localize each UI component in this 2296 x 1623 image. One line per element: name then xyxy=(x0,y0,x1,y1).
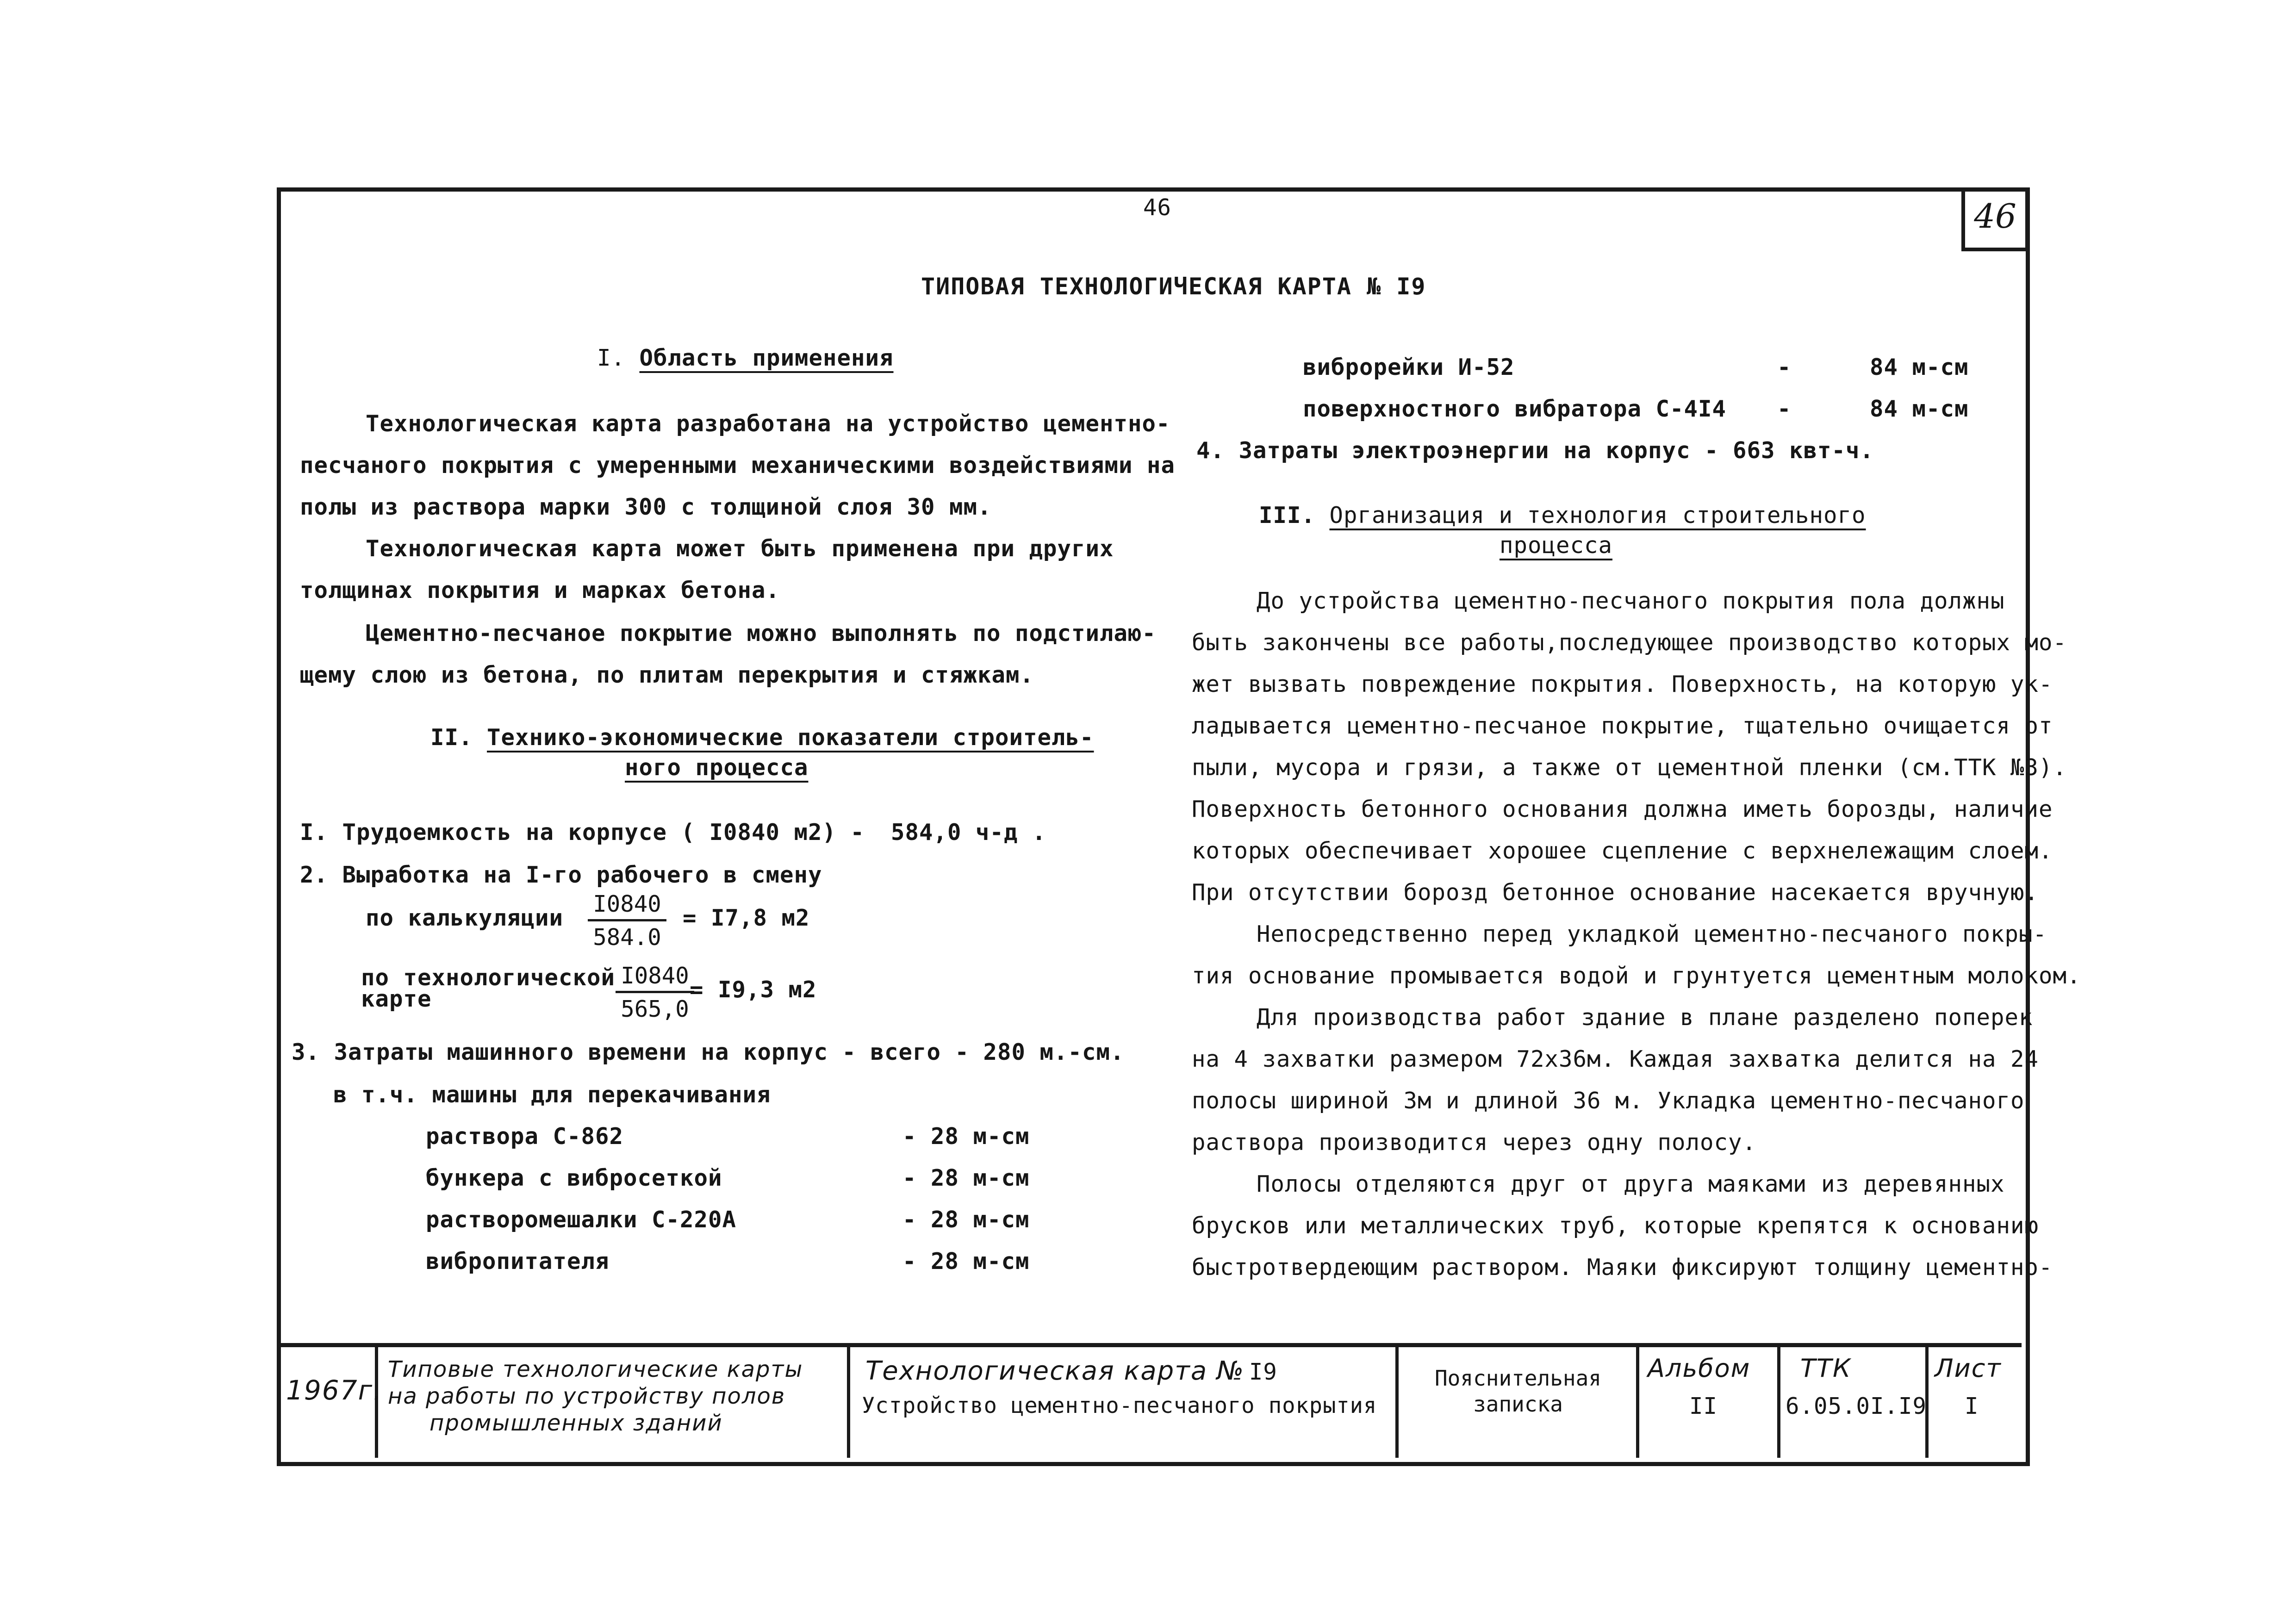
title-block-divider xyxy=(1395,1343,1399,1458)
p3-line1: Цементно-песчаное покрытие можно выполнять по подстилаю- xyxy=(366,620,1157,647)
item1-label: I. Трудоемкость на корпусе ( I0840 м2) - xyxy=(300,819,865,846)
text-line: на 4 захватки размером 72х36м. Каждая захватка делится на 24 xyxy=(1192,1046,2039,1072)
section2-number: II. xyxy=(430,724,473,751)
section2-heading xyxy=(430,724,1094,751)
calc-label: по калькуляции xyxy=(366,905,564,931)
text-line: Поверхность бетонного основания должна иметь борозды, наличие xyxy=(1192,796,2053,822)
tech-label-line2: карте xyxy=(361,986,432,1012)
item3-sub: в т.ч. машины для перекачивания xyxy=(333,1082,771,1108)
p1-line3: полы из раствора марки 300 с толщиной слоя 30 мм. xyxy=(300,494,992,520)
machine-name: вибропитателя xyxy=(426,1248,610,1275)
calc-fraction xyxy=(588,891,666,951)
section3-heading xyxy=(1259,502,1866,529)
p2-line1: Технологическая карта может быть применена при других xyxy=(366,535,1114,562)
title-block-divider xyxy=(1777,1343,1780,1458)
text-line: До устройства цементно-песчаного покрытия пола должны xyxy=(1257,588,2005,614)
text-line: ладывается цементно-песчаное покрытие, тщательно очищается от xyxy=(1192,713,2053,739)
card-subtitle: Устройство цементно-песчаного покрытия xyxy=(862,1393,1377,1418)
card-title xyxy=(865,1356,1277,1386)
machine-dash: - xyxy=(1777,396,1792,422)
tech-denominator: 565,0 xyxy=(621,996,689,1022)
document-title: ТИПОВАЯ ТЕХНОЛОГИЧЕСКАЯ КАРТА № I9 xyxy=(921,273,1426,300)
item2-label: 2. Выработка на I-го рабочего в смену xyxy=(300,862,822,888)
machine-name: поверхностного вибратора С-4I4 xyxy=(1303,396,1727,422)
machine-value: - 28 м-см xyxy=(902,1165,1030,1191)
text-line: Для производства работ здание в плане разделено поперек xyxy=(1257,1004,2033,1031)
section3-title-line1: Организация и технология строительного xyxy=(1329,502,1866,529)
page-number-box: 46 xyxy=(1961,187,2029,251)
machine-value: - 28 м-см xyxy=(902,1206,1030,1233)
p3-line2: щему слою из бетона, по плитам перекрытия и стяжкам. xyxy=(300,662,1034,688)
machine-value: 84 м-см xyxy=(1870,354,1969,380)
card-title-handwritten: Технологическая карта № xyxy=(865,1356,1245,1386)
item1-value: 584,0 ч-д . xyxy=(891,819,1046,846)
tech-label xyxy=(361,964,616,1012)
machine-name: бункера с вибросеткой xyxy=(426,1165,722,1191)
calc-denominator: 584.0 xyxy=(593,924,661,951)
text-line: Полосы отделяются друг от друга маяками из деревянных xyxy=(1257,1171,2005,1197)
machine-name: виброрейки И-52 xyxy=(1303,354,1515,380)
tech-fraction xyxy=(616,963,694,1022)
text-line: пыли, мусора и грязи, а также от цементной пленки (см.ТТК №3). xyxy=(1192,754,2067,781)
ttk-value: 6.05.0I.I9 xyxy=(1786,1393,1927,1419)
p2-line2: толщинах покрытия и марках бетона. xyxy=(300,577,780,603)
text-line: брусков или металлических труб, которые крепятся к основанию xyxy=(1192,1213,2039,1239)
text-line: При отсутствии борозд бетонное основание насекается вручную. xyxy=(1192,879,2039,906)
text-line: раствора производится через одну полосу. xyxy=(1192,1129,1757,1156)
year: 1967г. xyxy=(286,1374,383,1406)
title-block-divider xyxy=(847,1343,850,1458)
machine-name: растворомешалки С-220А xyxy=(426,1206,737,1233)
text-line: быстротвердеющим раствором. Маяки фиксируют толщину цементно- xyxy=(1192,1254,2053,1281)
page-number: 46 xyxy=(1143,194,1172,221)
section3-title-line2: процесса xyxy=(1500,532,1613,559)
section2-title-line2: ного процесса xyxy=(625,754,809,781)
calc-result: = I7,8 м2 xyxy=(683,905,810,931)
section1-number: I. xyxy=(597,345,626,371)
album-label: Альбом xyxy=(1648,1354,1751,1383)
series-line3: промышленных зданий xyxy=(429,1410,723,1436)
text-line: которых обеспечивает хорошее сцепление с верхнележащим слоем. xyxy=(1192,838,2053,864)
section2-title-line1: Технико-экономические показатели строитель- xyxy=(487,724,1094,751)
card-number: I9 xyxy=(1249,1359,1277,1385)
text-line: Непосредственно перед укладкой цементно-песчаного покры- xyxy=(1257,921,2047,947)
sheet-value: I xyxy=(1965,1393,1979,1419)
sheet-label: Лист xyxy=(1935,1354,2002,1383)
document-type-line2: записка xyxy=(1473,1392,1563,1417)
text-line: быть закончены все работы,последующее производство которых мо- xyxy=(1192,629,2067,656)
machine-name: раствора С-862 xyxy=(426,1123,624,1150)
tech-label-line1: по технологической xyxy=(361,964,616,991)
ttk-label: ТТК xyxy=(1800,1354,1852,1383)
p1-line2: песчаного покрытия с умеренными механическими воздействиями на xyxy=(300,452,1176,479)
series-line2: на работы по устройству полов xyxy=(388,1383,786,1409)
calc-numerator: I0840 xyxy=(588,891,666,921)
machine-value: 84 м-см xyxy=(1870,396,1969,422)
section1-heading xyxy=(597,345,894,371)
text-line: полосы шириной 3м и длиной 36 м. Укладка цементно-песчаного xyxy=(1192,1088,2025,1114)
section3-number: III. xyxy=(1259,502,1316,529)
section1-title: Область применения xyxy=(639,345,894,371)
machine-value: - 28 м-см xyxy=(902,1248,1030,1275)
series-line1: Типовые технологические карты xyxy=(388,1356,803,1382)
machine-dash: - xyxy=(1777,354,1792,380)
album-series-title xyxy=(388,1356,803,1436)
document-type xyxy=(1402,1365,1634,1417)
item3-label: 3. Затраты машинного времени на корпус - всего - 280 м.-см. xyxy=(292,1039,1125,1065)
machine-value: - 28 м-см xyxy=(902,1123,1030,1150)
p1-line1: Технологическая карта разработана на устройство цементно- xyxy=(366,410,1170,437)
tech-result: = I9,3 м2 xyxy=(690,976,817,1003)
album-value: II xyxy=(1689,1393,1718,1419)
text-line: тия основание промывается водой и грунтуется цементным молоком. xyxy=(1192,963,2081,989)
title-block-divider xyxy=(1636,1343,1639,1458)
item4-label: 4. Затраты электроэнергии на корпус - 663 квт-ч. xyxy=(1196,437,1874,464)
text-line: жет вызвать повреждение покрытия. Поверхность, на которую ук- xyxy=(1192,671,2053,697)
document-type-line1: Пояснительная xyxy=(1434,1366,1602,1391)
tech-numerator: I0840 xyxy=(616,963,694,993)
